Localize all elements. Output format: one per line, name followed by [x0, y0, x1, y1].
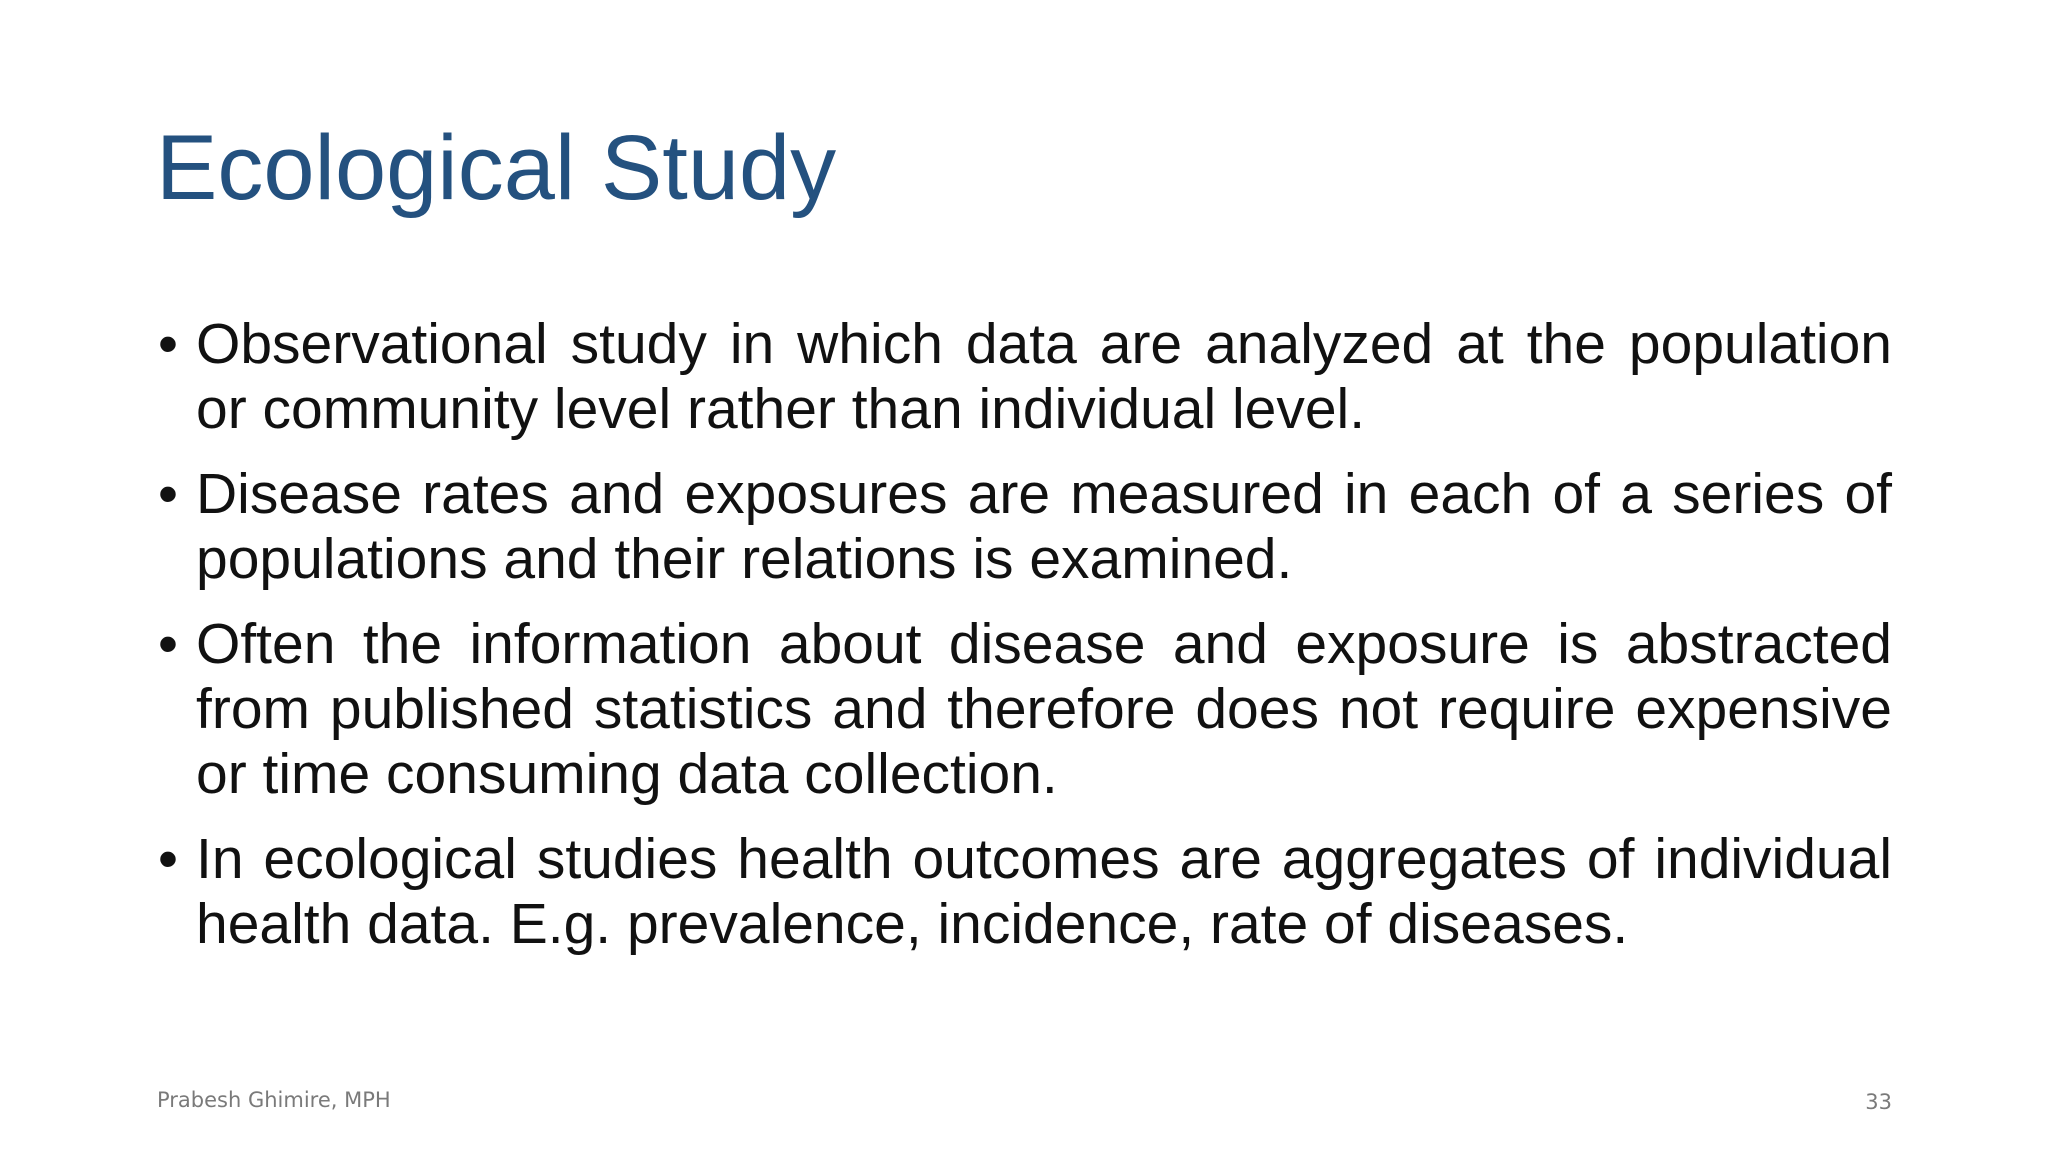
bullet-text: In ecological studies health outcomes are aggregates of individual health data. E.g. prevalence, incidence, rate of diseases.	[196, 827, 1892, 956]
bullet-item	[156, 312, 1892, 442]
bullet-dot-icon: •	[158, 612, 178, 676]
bullet-dot-icon: •	[158, 827, 178, 891]
footer-author: Prabesh Ghimire, MPH	[157, 1088, 391, 1112]
bullet-item	[156, 462, 1892, 592]
slide-title: Ecological Study	[156, 117, 837, 219]
bullet-text: Disease rates and exposures are measured in each of a series of populations and their relations is examined.	[196, 462, 1892, 591]
bullet-dot-icon: •	[158, 312, 178, 376]
page-number: 33	[1865, 1090, 1892, 1114]
bullet-list	[156, 312, 1892, 977]
bullet-dot-icon: •	[158, 462, 178, 526]
bullet-text: Observational study in which data are analyzed at the population or community level rather than individual level.	[196, 312, 1892, 441]
bullet-item	[156, 612, 1892, 807]
bullet-item	[156, 827, 1892, 957]
bullet-text: Often the information about disease and exposure is abstracted from published statistics and therefore does not require expensive or time consuming data collection.	[196, 612, 1892, 806]
